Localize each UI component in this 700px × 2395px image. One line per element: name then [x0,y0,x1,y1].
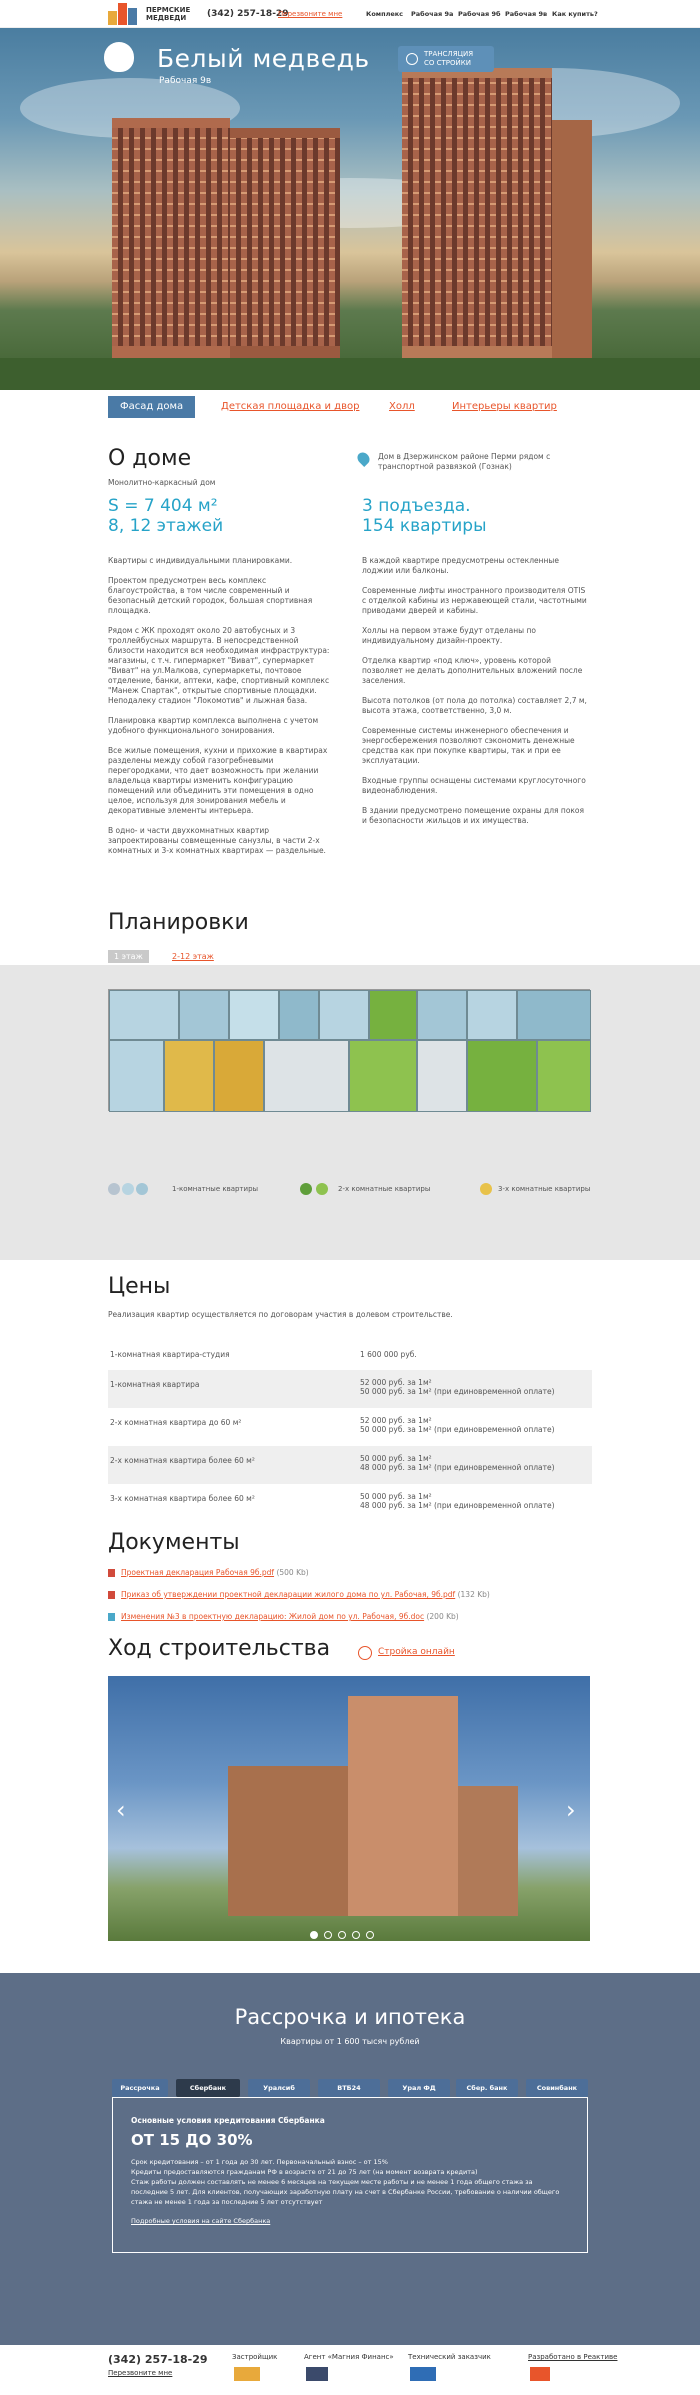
building-tower [402,68,552,366]
bank-tab-vtb24[interactable]: ВТБ24 [318,2079,380,2097]
footer-customer: Технический заказчик [408,2353,491,2361]
building-middle [230,128,340,366]
plans-title: Планировки [108,910,249,935]
price-row: 1-комнатная квартира-студия 1 600 000 руб. [110,1350,417,1359]
about-title: О доме [108,446,192,471]
pdf-icon [108,1569,115,1577]
floors-value: 8, 12 этажей [108,516,224,536]
slider-next-arrow[interactable]: › [566,1796,576,1824]
bank-tab-sberbank[interactable]: Сбербанк [176,2079,240,2097]
pdf-icon [108,1591,115,1599]
hero-subtitle: Рабочая 9в [159,76,212,86]
tab-playground[interactable]: Детская площадка и двор [221,401,360,412]
price-row: 2-х комнатная квартира более 60 м² 50 000 руб. за 1м² 48 000 руб. за 1м² (при единовременной оплате) [108,1446,592,1484]
footer-phone: (342) 257-18-29 [108,2353,208,2366]
bank-tab-sovinbank[interactable]: Совинбанк [526,2079,588,2097]
stream-button[interactable]: ТРАНСЛЯЦИЯ СО СТРОЙКИ [398,46,494,72]
mortgage-subtitle: Квартиры от 1 600 тысяч рублей [280,2037,420,2046]
slider-dots [310,1924,380,1941]
bank-tab-installments[interactable]: Рассрочка [112,2079,168,2097]
bear-logo-icon [104,42,134,72]
legend-3-room: 3-х комнатные квартиры [498,1185,591,1193]
prices-intro: Реализация квартир осуществляется по договорам участия в долевом строительстве. [108,1310,453,1319]
conditions-rate: ОТ 15 ДО 30% [131,2131,253,2149]
hero-banner [0,28,700,390]
slider-dot[interactable] [324,1931,332,1939]
nav-rabochaya-9v[interactable]: Рабочая 9в [505,10,548,18]
conditions-text: Срок кредитования – от 1 года до 30 лет. Первоначальный взнос – от 15% Кредиты предоставляются гражданам РФ в возрасте от 21 до 75 лет (на момент возврата кредита) Стаж работы должен составлять не менее 6 месяцев на текущем месте работы и не менее 1 года общего стажа за последние 5 лет. Для клиентов, получающих заработную плату на счет в Сбербанке России, требование о наличии общего стажа не менее 1 года за последние 5 лет отсутствует [131,2158,560,2206]
nav-rabochaya-9a[interactable]: Рабочая 9а [411,10,454,18]
price-row: 3-х комнатная квартира более 60 м² 50 000 руб. за 1м² 48 000 руб. за 1м² (при единовременной оплате) [110,1492,555,1510]
legend-dot-3 [480,1183,492,1195]
site-footer [0,2345,700,2395]
callback-link[interactable]: Перезвоните мне [278,10,343,18]
online-link[interactable]: Стройка онлайн [378,1647,455,1657]
agent-logo[interactable] [306,2367,328,2381]
floor-tab-2-12[interactable]: 2-12 этаж [172,952,214,961]
floor-plan-area [0,965,700,1260]
nav-how-to-buy[interactable]: Как купить? [552,10,598,18]
tab-interiors[interactable]: Интерьеры квартир [452,401,557,412]
mortgage-conditions-box [112,2097,588,2253]
progress-title: Ход строительства [108,1636,331,1661]
bank-tab-uralsib[interactable]: Уралсиб [248,2079,310,2097]
area-value: S = 7 404 м² [108,496,218,516]
floor-tab-1[interactable]: 1 этаж [108,950,149,963]
legend-dot-1c [136,1183,148,1195]
construction-photo-slider [108,1676,590,1941]
about-left-text: Квартиры с индивидуальными планировками. Проектом предусмотрен весь комплекс благоустройства, в том числе современный и безопасный детский городок, большая спортивная площадка. Рядом с ЖК проходят около 20 автобусных и 3 троллейбусных маршрута. В непосредственной близости находится вся необходимая инфраструктура: магазины, с т.ч. гипермаркет "Виват", супермаркет "Виват" на ул.Малкова, супермаркеты, почтовое отделение, банки, аптеки, кафе, спортивный комплекс "Манеж Спартак", открытые спортивные площадки. Неподалеку стадион "Локомотив" и лыжная база. Планировка квартир комплекса выполнена с учетом удобного функционального зонирования. Все жилые помещения, кухни и прихожие в квартирах разделены между собой газогребневыми перегородками, что дает возможность при желании владельца квартиры изменить конфигурацию помещений или объединить эти помещения в одно целое, используя для зонирования мебель и декоративные элементы интерьера. В одно- и части двухкомнатных квартир запроектированы совмещенные санузлы, в части 2-х комнатных и 3-х комнатных квартирах — раздельные. [108,556,330,855]
mortgage-section [0,1973,700,2345]
doc-icon [108,1613,115,1621]
play-icon[interactable] [358,1646,372,1660]
play-icon [406,53,418,65]
documents-title: Документы [108,1530,240,1555]
made-by-link[interactable]: Разработано в Реактиве [528,2353,618,2361]
document-link-1[interactable]: Проектная декларация Рабочая 9б.pdf (500 Kb) [108,1568,309,1577]
hero-title: Белый медведь [157,44,370,73]
developer-logo[interactable] [234,2367,260,2381]
customer-logo[interactable] [410,2367,436,2381]
location-pin-icon [355,450,372,467]
nav-rabochaya-9b[interactable]: Рабочая 9б [458,10,501,18]
footer-agent: Агент «Магния Финанс» [304,2353,394,2361]
footer-callback-link[interactable]: Перезвоните мне [108,2369,173,2377]
legend-1-room: 1-комнатные квартиры [172,1185,259,1193]
legend-dot-1b [122,1183,134,1195]
location-text: Дом в Дзержинском районе Перми рядом с транспортной развязкой (Гознак) [378,452,551,471]
prices-title: Цены [108,1274,171,1299]
price-row: 1-комнатная квартира 52 000 руб. за 1м² 50 000 руб. за 1м² (при единовременной оплате) [108,1370,592,1408]
construction-type: Монолитно-каркасный дом [108,478,216,487]
gallery-tabs [0,390,700,420]
building-right [552,120,592,366]
footer-developer: Застройщик [232,2353,278,2361]
sberbank-terms-link[interactable]: Подробные условия на сайте Сбербанка [131,2217,271,2225]
bank-tab-sb[interactable]: Сбер. банк [456,2079,518,2097]
floor-plan[interactable] [108,989,590,1111]
slider-prev-arrow[interactable]: ‹ [116,1796,126,1824]
slider-dot[interactable] [366,1931,374,1939]
reactive-logo[interactable] [530,2367,550,2381]
tab-hall[interactable]: Холл [389,401,415,412]
slider-dot[interactable] [310,1931,318,1939]
building-left [112,118,230,366]
bank-tab-uralfd[interactable]: Урал ФД [388,2079,450,2097]
legend-dot-2b [316,1183,328,1195]
legend-2-room: 2-х комнатные квартиры [338,1185,431,1193]
about-right-text: В каждой квартире предусмотрены остекленные лоджии или балконы. Современные лифты иностранного производителя OTIS с отделкой кабины из нержавеющей стали, частотными приводами дверей и кабины. Холлы на первом этаже будут отделаны по индивидуальному дизайн-проекту. Отделка квартир «под ключ», уровень которой позволяет не делать дополнительных вложений после заселения. Высота потолков (от пола до потолка) составляет 2,7 м, высота этажа, соответственно, 3,0 м. Современные системы инженерного обеспечения и энергосбережения позволяют сэкономить денежные средства как при покупке квартиры, так и при ее эксплуатации. Входные группы оснащены системами круглосуточного видеонаблюдения. В здании предусмотрено помещение охраны для покоя и безопасности жильцов и их имущества. [362,556,587,825]
legend-dot-2a [300,1183,312,1195]
document-link-3[interactable]: Изменения №3 в проектную декларацию: Жилой дом по ул. Рабочая, 9б.doc (200 Kb) [108,1612,459,1621]
site-header [0,0,700,28]
price-row: 2-х комнатная квартира до 60 м² 52 000 руб. за 1м² 50 000 руб. за 1м² (при единовременной оплате) [110,1416,555,1434]
legend-dot-1a [108,1183,120,1195]
logo-icon[interactable] [108,3,142,25]
nav-complex[interactable]: Комплекс [366,10,404,18]
header-phone: (342) 257-18-29 [207,9,289,19]
slider-dot[interactable] [338,1931,346,1939]
mortgage-title: Рассрочка и ипотека [234,2005,466,2029]
document-link-2[interactable]: Приказ об утверждении проектной декларации жилого дома по ул. Рабочая, 9б.pdf (132 Kb) [108,1590,490,1599]
entrances-value: 3 подъезда. [362,496,471,516]
apartments-value: 154 квартиры [362,516,487,536]
slider-dot[interactable] [352,1931,360,1939]
tab-facade[interactable]: Фасад дома [108,396,195,418]
conditions-heading: Основные условия кредитования Сбербанка [131,2116,325,2125]
logo-text[interactable]: ПЕРМСКИЕ МЕДВЕДИ [146,6,191,22]
